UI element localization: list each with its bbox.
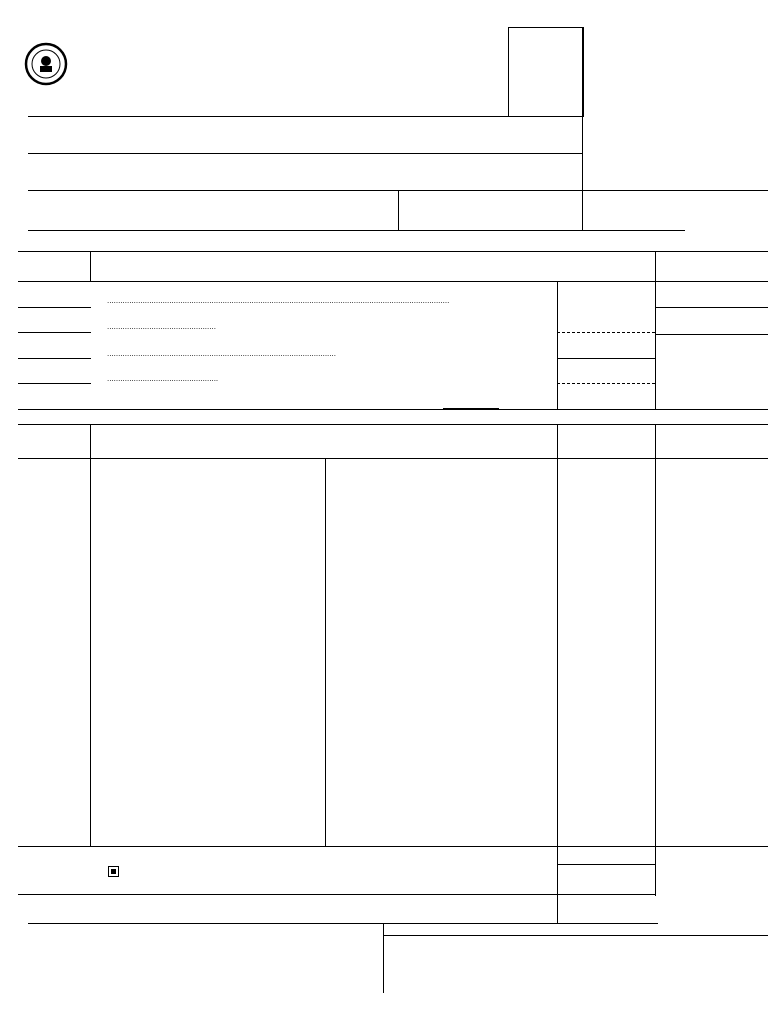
line-c: ....................................................................................................... — [107, 349, 336, 358]
additional-pages-checkbox[interactable] — [108, 866, 119, 877]
form-code-box — [508, 27, 584, 117]
seal-icon — [41, 56, 51, 66]
line-a: .......................................................................................................................................................... — [107, 296, 450, 305]
checkbox-check-icon — [111, 869, 116, 874]
pdc-logo — [22, 40, 134, 88]
line-b: ................................................. — [107, 322, 216, 331]
line-d: .................................................. — [107, 374, 219, 383]
